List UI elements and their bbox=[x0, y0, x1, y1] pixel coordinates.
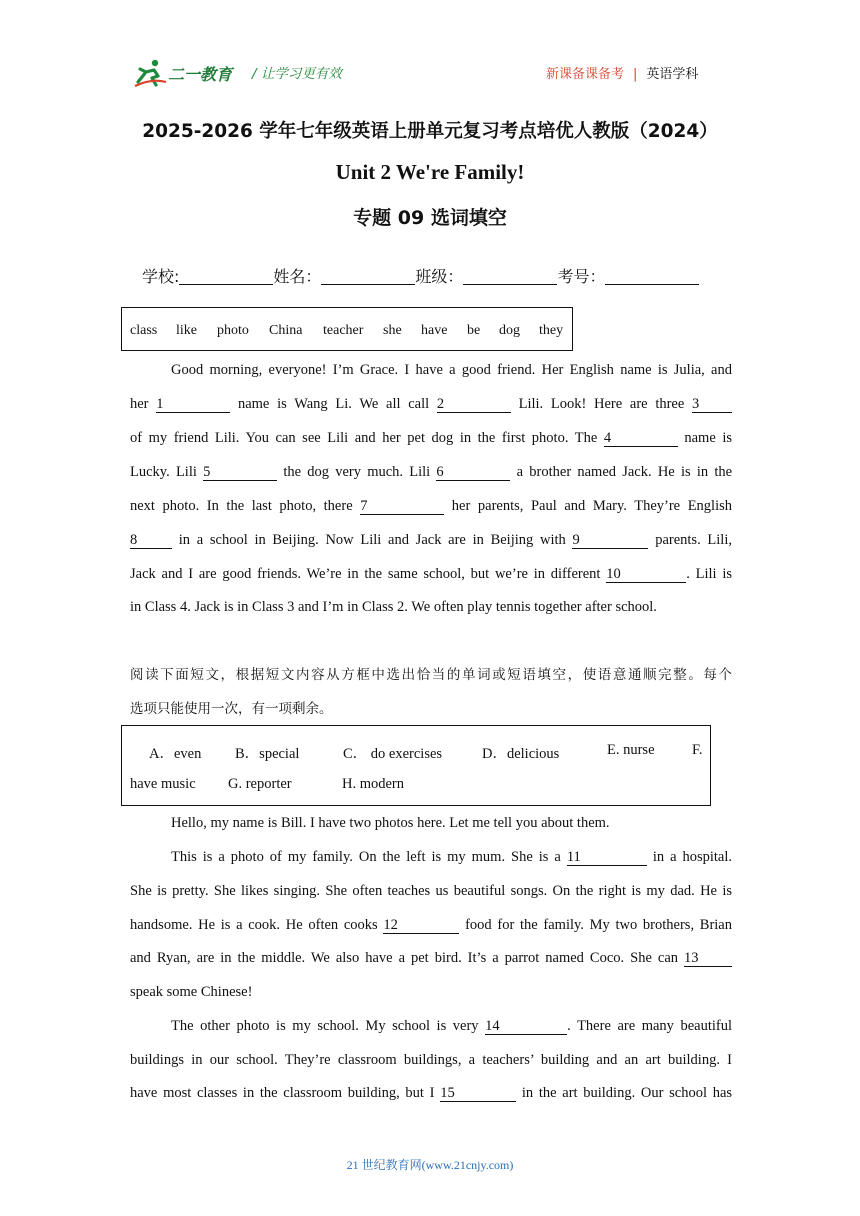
blank-1[interactable]: 1 bbox=[156, 396, 230, 413]
blank-2[interactable]: 2 bbox=[437, 396, 511, 413]
logo bbox=[132, 58, 242, 88]
blank-7[interactable]: 7 bbox=[360, 498, 444, 515]
passage2-line: The other photo is my school. My school is very 14 . There are many beautiful bbox=[171, 1018, 733, 1034]
option-a: A．even bbox=[149, 746, 202, 762]
blank-13[interactable]: 13 bbox=[684, 950, 732, 967]
passage1-line: in Class 4. Jack is in Class 3 and I’m in Class 2. We often play tennis together after school. bbox=[130, 599, 657, 615]
passage2-line: She is pretty. She likes singing. She often teaches us beautiful songs. On the right is my dad. He is bbox=[130, 883, 732, 899]
passage1-line: Good morning, everyone! I’m Grace. I have a good friend. Her English name is Julia, and bbox=[171, 362, 732, 378]
word-box bbox=[121, 307, 573, 351]
option-e: E. nurse bbox=[607, 742, 655, 758]
blank-4[interactable]: 4 bbox=[604, 430, 678, 447]
blank-15[interactable]: 15 bbox=[440, 1085, 516, 1102]
blank-10[interactable]: 10 bbox=[606, 566, 686, 583]
passage2-line: have most classes in the classroom building, but I 15 in the art building. Our school has bbox=[130, 1085, 733, 1101]
unit-title: Unit 2 We're Family! bbox=[335, 160, 525, 184]
passage2-line: and Ryan, are in the middle. We also have a pet bird. It’s a parrot named Coco. She can 13 bbox=[130, 942, 732, 976]
passage2-line: buildings in our school. They’re classroom buildings, a teachers’ building and an art building. I bbox=[130, 1052, 732, 1068]
blank-6[interactable]: 6 bbox=[436, 464, 510, 481]
blank-3[interactable]: 3 bbox=[692, 396, 732, 413]
passage2-line: This is a photo of my family. On the left is my mum. She is a 11 in a hospital. bbox=[171, 849, 733, 865]
blank-11[interactable]: 11 bbox=[567, 849, 647, 866]
word-option: photo bbox=[217, 323, 249, 338]
word-option: she bbox=[383, 323, 402, 338]
option-b: B．special bbox=[235, 746, 300, 762]
blank-12[interactable]: 12 bbox=[383, 917, 459, 934]
option-c: C． do exercises bbox=[343, 746, 443, 762]
option-f-label: F. bbox=[692, 742, 703, 758]
option-h: H. modern bbox=[342, 776, 405, 792]
instruction-line: 阅读下面短文，根据短文内容从方框中选出恰当的单词或短语填空，使语意通顺完整。每个 bbox=[130, 667, 732, 683]
passage1-line: of my friend Lili. You can see Lili and her pet dog in the first photo. The 4 name is bbox=[130, 430, 732, 446]
footer-link[interactable]: 21 世纪教育网(www.21cnjy.com) bbox=[346, 1158, 514, 1172]
header-right bbox=[546, 63, 698, 82]
option-f: have music bbox=[130, 776, 196, 792]
word-option: be bbox=[467, 323, 481, 338]
school-label: 学校: bbox=[142, 267, 180, 286]
number-field[interactable] bbox=[605, 268, 699, 285]
word-option: class bbox=[130, 323, 158, 338]
passage2-line: speak some Chinese! bbox=[130, 984, 253, 1000]
passage1-line: Lucky. Lili 5 the dog very much. Lili 6 a brother named Jack. He is in the bbox=[130, 464, 733, 480]
header-separator: | bbox=[633, 67, 638, 82]
name-label: 姓名： bbox=[273, 267, 322, 286]
option-d: D．delicious bbox=[482, 746, 560, 762]
school-field[interactable] bbox=[179, 268, 273, 285]
name-field[interactable] bbox=[321, 268, 415, 285]
logo-text: 二一教育 bbox=[168, 65, 233, 84]
word-option: they bbox=[539, 323, 564, 338]
blank-8[interactable]: 8 bbox=[130, 532, 172, 549]
class-label: 班级： bbox=[415, 267, 464, 286]
passage1-line: 8 in a school in Beijing. Now Lili and Jack are in Beijing with 9 parents. Lili, bbox=[130, 532, 732, 548]
header-label: 新课备课备考 bbox=[546, 67, 625, 82]
option-box bbox=[121, 725, 711, 806]
word-option: teacher bbox=[323, 323, 364, 338]
word-option: dog bbox=[499, 323, 520, 338]
class-field[interactable] bbox=[463, 268, 557, 285]
blank-5[interactable]: 5 bbox=[203, 464, 277, 481]
passage1-line: next photo. In the last photo, there 7 her parents, Paul and Mary. They’re English bbox=[130, 498, 732, 514]
page-title: 2025-2026 学年七年级英语上册单元复习考点培优人教版（2024） bbox=[142, 121, 718, 142]
word-option: like bbox=[176, 323, 197, 338]
word-option: have bbox=[421, 323, 448, 338]
word-option: China bbox=[269, 323, 303, 338]
passage1-line: Jack and I are good friends. We’re in the same school, but we’re in different 10 . Lili is bbox=[130, 566, 733, 582]
option-g: G. reporter bbox=[228, 776, 292, 792]
slogan: / 让学习更有效 bbox=[252, 66, 342, 82]
passage2-line: Hello, my name is Bill. I have two photos here. Let me tell you about them. bbox=[171, 815, 610, 831]
instruction-line: 选项只能使用一次，有一项剩余。 bbox=[130, 701, 333, 717]
topic-title: 专题 09 选词填空 bbox=[353, 207, 507, 229]
passage2-line: handsome. He is a cook. He often cooks 12 food for the family. My two brothers, Brian bbox=[130, 917, 732, 933]
blank-14[interactable]: 14 bbox=[485, 1018, 567, 1035]
blank-9[interactable]: 9 bbox=[572, 532, 648, 549]
passage1-line: her 1 name is Wang Li. We all call 2 Lili. Look! Here are three 3 bbox=[130, 388, 732, 422]
header-subject: 英语学科 bbox=[646, 67, 699, 82]
number-label: 考号： bbox=[557, 267, 606, 286]
student-info-line bbox=[142, 264, 699, 287]
runner-logo-icon bbox=[132, 58, 242, 88]
